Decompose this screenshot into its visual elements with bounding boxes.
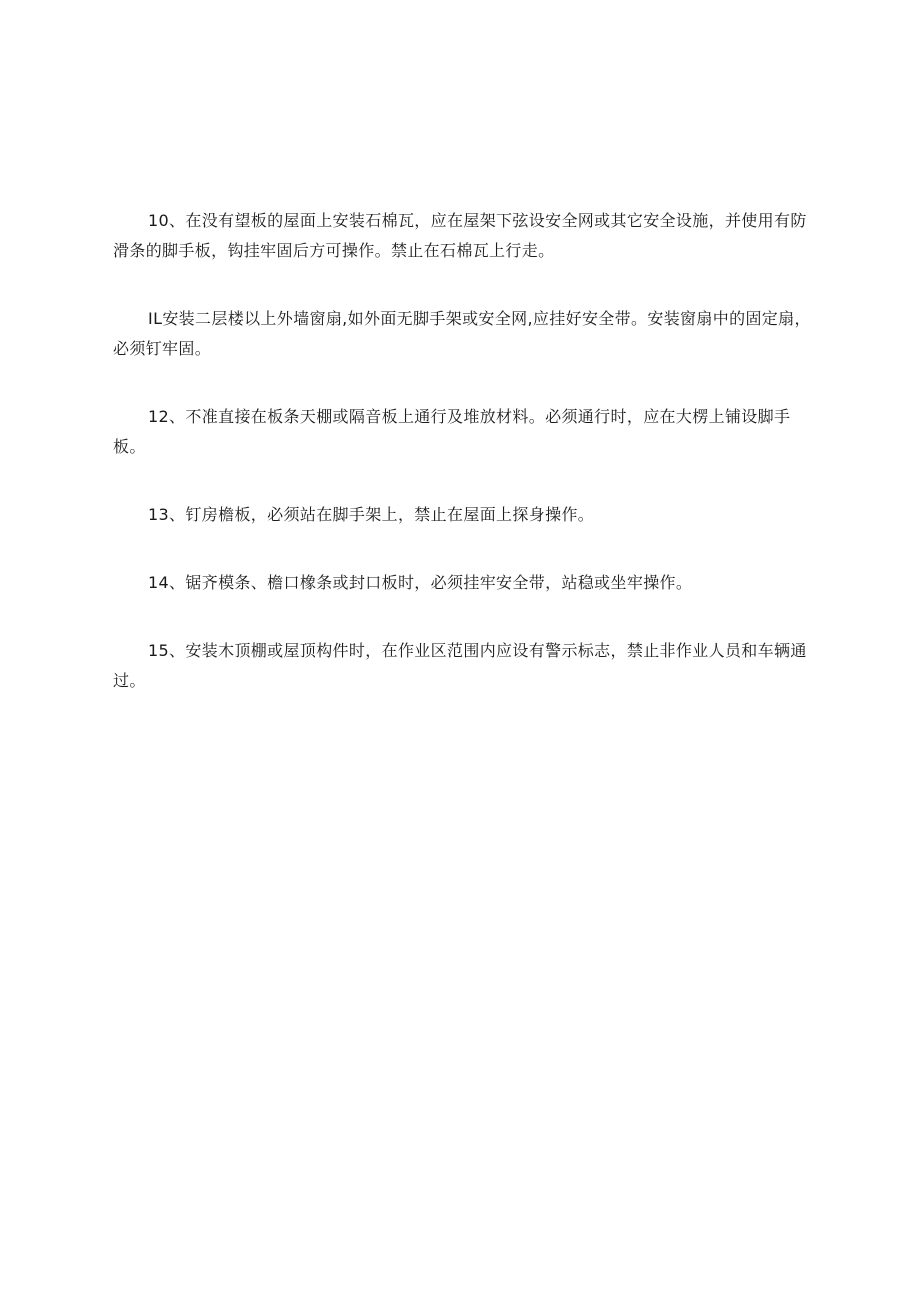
paragraph-10: 10、在没有望板的屋面上安装石棉瓦，应在屋架下弦设安全网或其它安全设施，并使用有防滑条的脚手板，钩挂牢固后方可操作。禁止在石棉瓦上行走。 xyxy=(113,211,807,260)
paragraph-14: 14、锯齐模条、檐口橡条或封口板时，必须挂牢安全带，站稳或坐牢操作。 xyxy=(148,573,693,592)
paragraph-12: 12、不准直接在板条天棚或隔音板上通行及堆放材料。必须通行时，应在大楞上铺设脚手板。 xyxy=(113,407,791,456)
document-body xyxy=(113,206,813,696)
paragraph-15: 15、安装木顶棚或屋顶构件时，在作业区范围内应设有警示标志，禁止非作业人员和车辆通过。 xyxy=(113,641,807,690)
paragraph-11: IL安装二层楼以上外墙窗扇,如外面无脚手架或安全网,应挂好安全带。安装窗扇中的固定扇，必须钉牢固。 xyxy=(113,309,811,358)
paragraph-13: 13、钉房檐板，必须站在脚手架上，禁止在屋面上探身操作。 xyxy=(148,505,595,524)
